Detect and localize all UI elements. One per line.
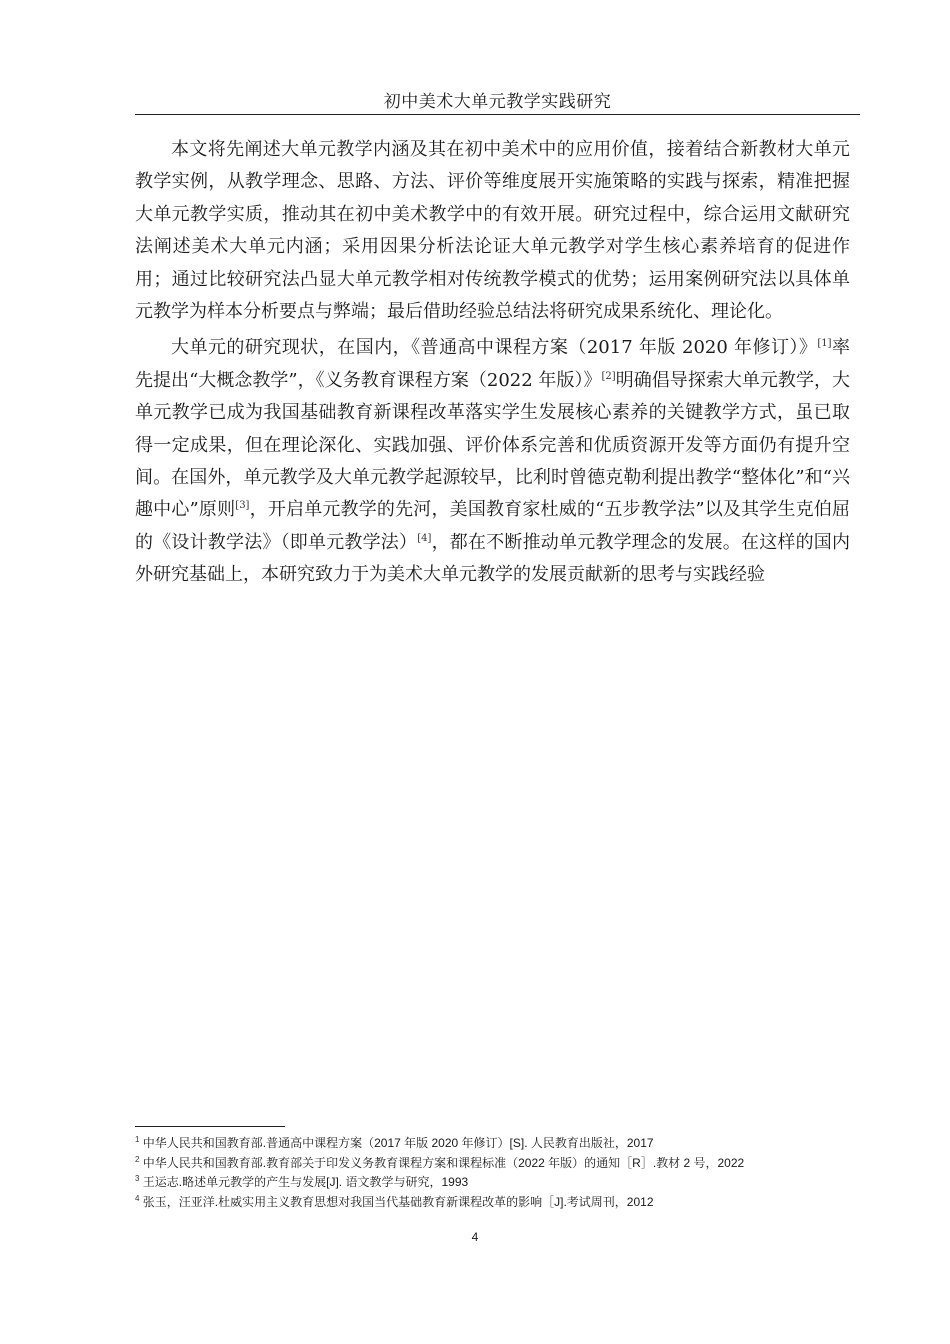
- running-header-title: 初中美术大单元教学实践研究: [383, 92, 612, 112]
- footnote-divider: [135, 1126, 285, 1127]
- footnote-mark: 1: [135, 1135, 140, 1144]
- footnote-3: [135, 1173, 875, 1193]
- paragraph-research-status: [135, 332, 850, 591]
- citation-ref-4: [4]: [417, 532, 432, 544]
- text-segment: ，都在不断推动单元教学理念的发展。在这样的国内外研究基础上，本研究致力于为美术大单元教学的发展贡献新的思考与实践经验: [135, 531, 851, 586]
- footnotes: [135, 1134, 875, 1212]
- footnote-1: [135, 1134, 875, 1154]
- text-segment: 大单元的研究现状，在国内，《普通高中课程方案（2017 年版 2020 年修订）》: [171, 337, 818, 359]
- citation-ref-2: [2]: [601, 370, 616, 382]
- citation-ref-3: [3]: [235, 500, 250, 512]
- text-segment: 率先提出“大概念教学”，《义务教育课程方案（2022 年版）》: [135, 337, 851, 391]
- page-number: 4: [471, 1230, 479, 1244]
- citation-ref-1: [1]: [817, 338, 832, 350]
- footnote-mark: 3: [135, 1174, 140, 1183]
- footnote-4: [135, 1193, 875, 1213]
- footnote-text: 张玉，汪亚洋.杜威实用主义教育思想对我国当代基础教育新课程改革的影响［J].考试周刊，2012: [142, 1194, 654, 1209]
- footnote-mark: 2: [135, 1154, 140, 1164]
- header-divider: [135, 114, 860, 115]
- text-segment: 明确倡导探索大单元教学，大单元教学已成为我国基础教育新课程改革落实学生发展核心素养的关键教学方式，虽已取得一定成果，但在理论深化、实践加强、评价体系完善和优质资源开发等方面仍有提升空间。在国外，单元教学及大单元教学起源较早，比利时曾德克勒利提出教学“整体化”和“兴趣中心”原则: [135, 369, 850, 521]
- footnote-text: 王运志.略述单元教学的产生与发展[J]. 语文教学与研究，1993: [142, 1175, 469, 1189]
- paragraph-intro: 本文将先阐述大单元教学内涵及其在初中美术中的应用价值，接着结合新教材大单元教学实例，从教学理念、思路、方法、评价等维度展开实施策略的实践与探索，精准把握大单元教学实质，推动其在初中美术教学中的有效开展。研究过程中，综合运用文献研究法阐述美术大单元内涵；采用因果分析法论证大单元教学对学生核心素养培育的促进作用；通过比较研究法凸显大单元教学相对传统教学模式的优势；运用案例研究法以具体单元教学为样本分析要点与弊端；最后借助经验总结法将研究成果系统化、理论化。: [135, 139, 850, 323]
- footnote-text: 中华人民共和国教育部.普通高中课程方案（2017 年版 2020 年修订）[S]. 人民教育出版社，2017: [142, 1136, 654, 1150]
- footnote-mark: 4: [135, 1193, 140, 1203]
- footnote-2: [135, 1154, 875, 1174]
- text-segment: ，开启单元教学的先河，美国教育家杜威的“五步教学法”以及其学生克伯屈的《设计教学法》（即单元教学法）: [135, 499, 851, 553]
- body-text: [135, 134, 850, 592]
- footnote-text: 中华人民共和国教育部.教育部关于印发义务教育课程方案和课程标准（2022 年版）的通知［R］.教材 2 号，2022: [142, 1155, 745, 1170]
